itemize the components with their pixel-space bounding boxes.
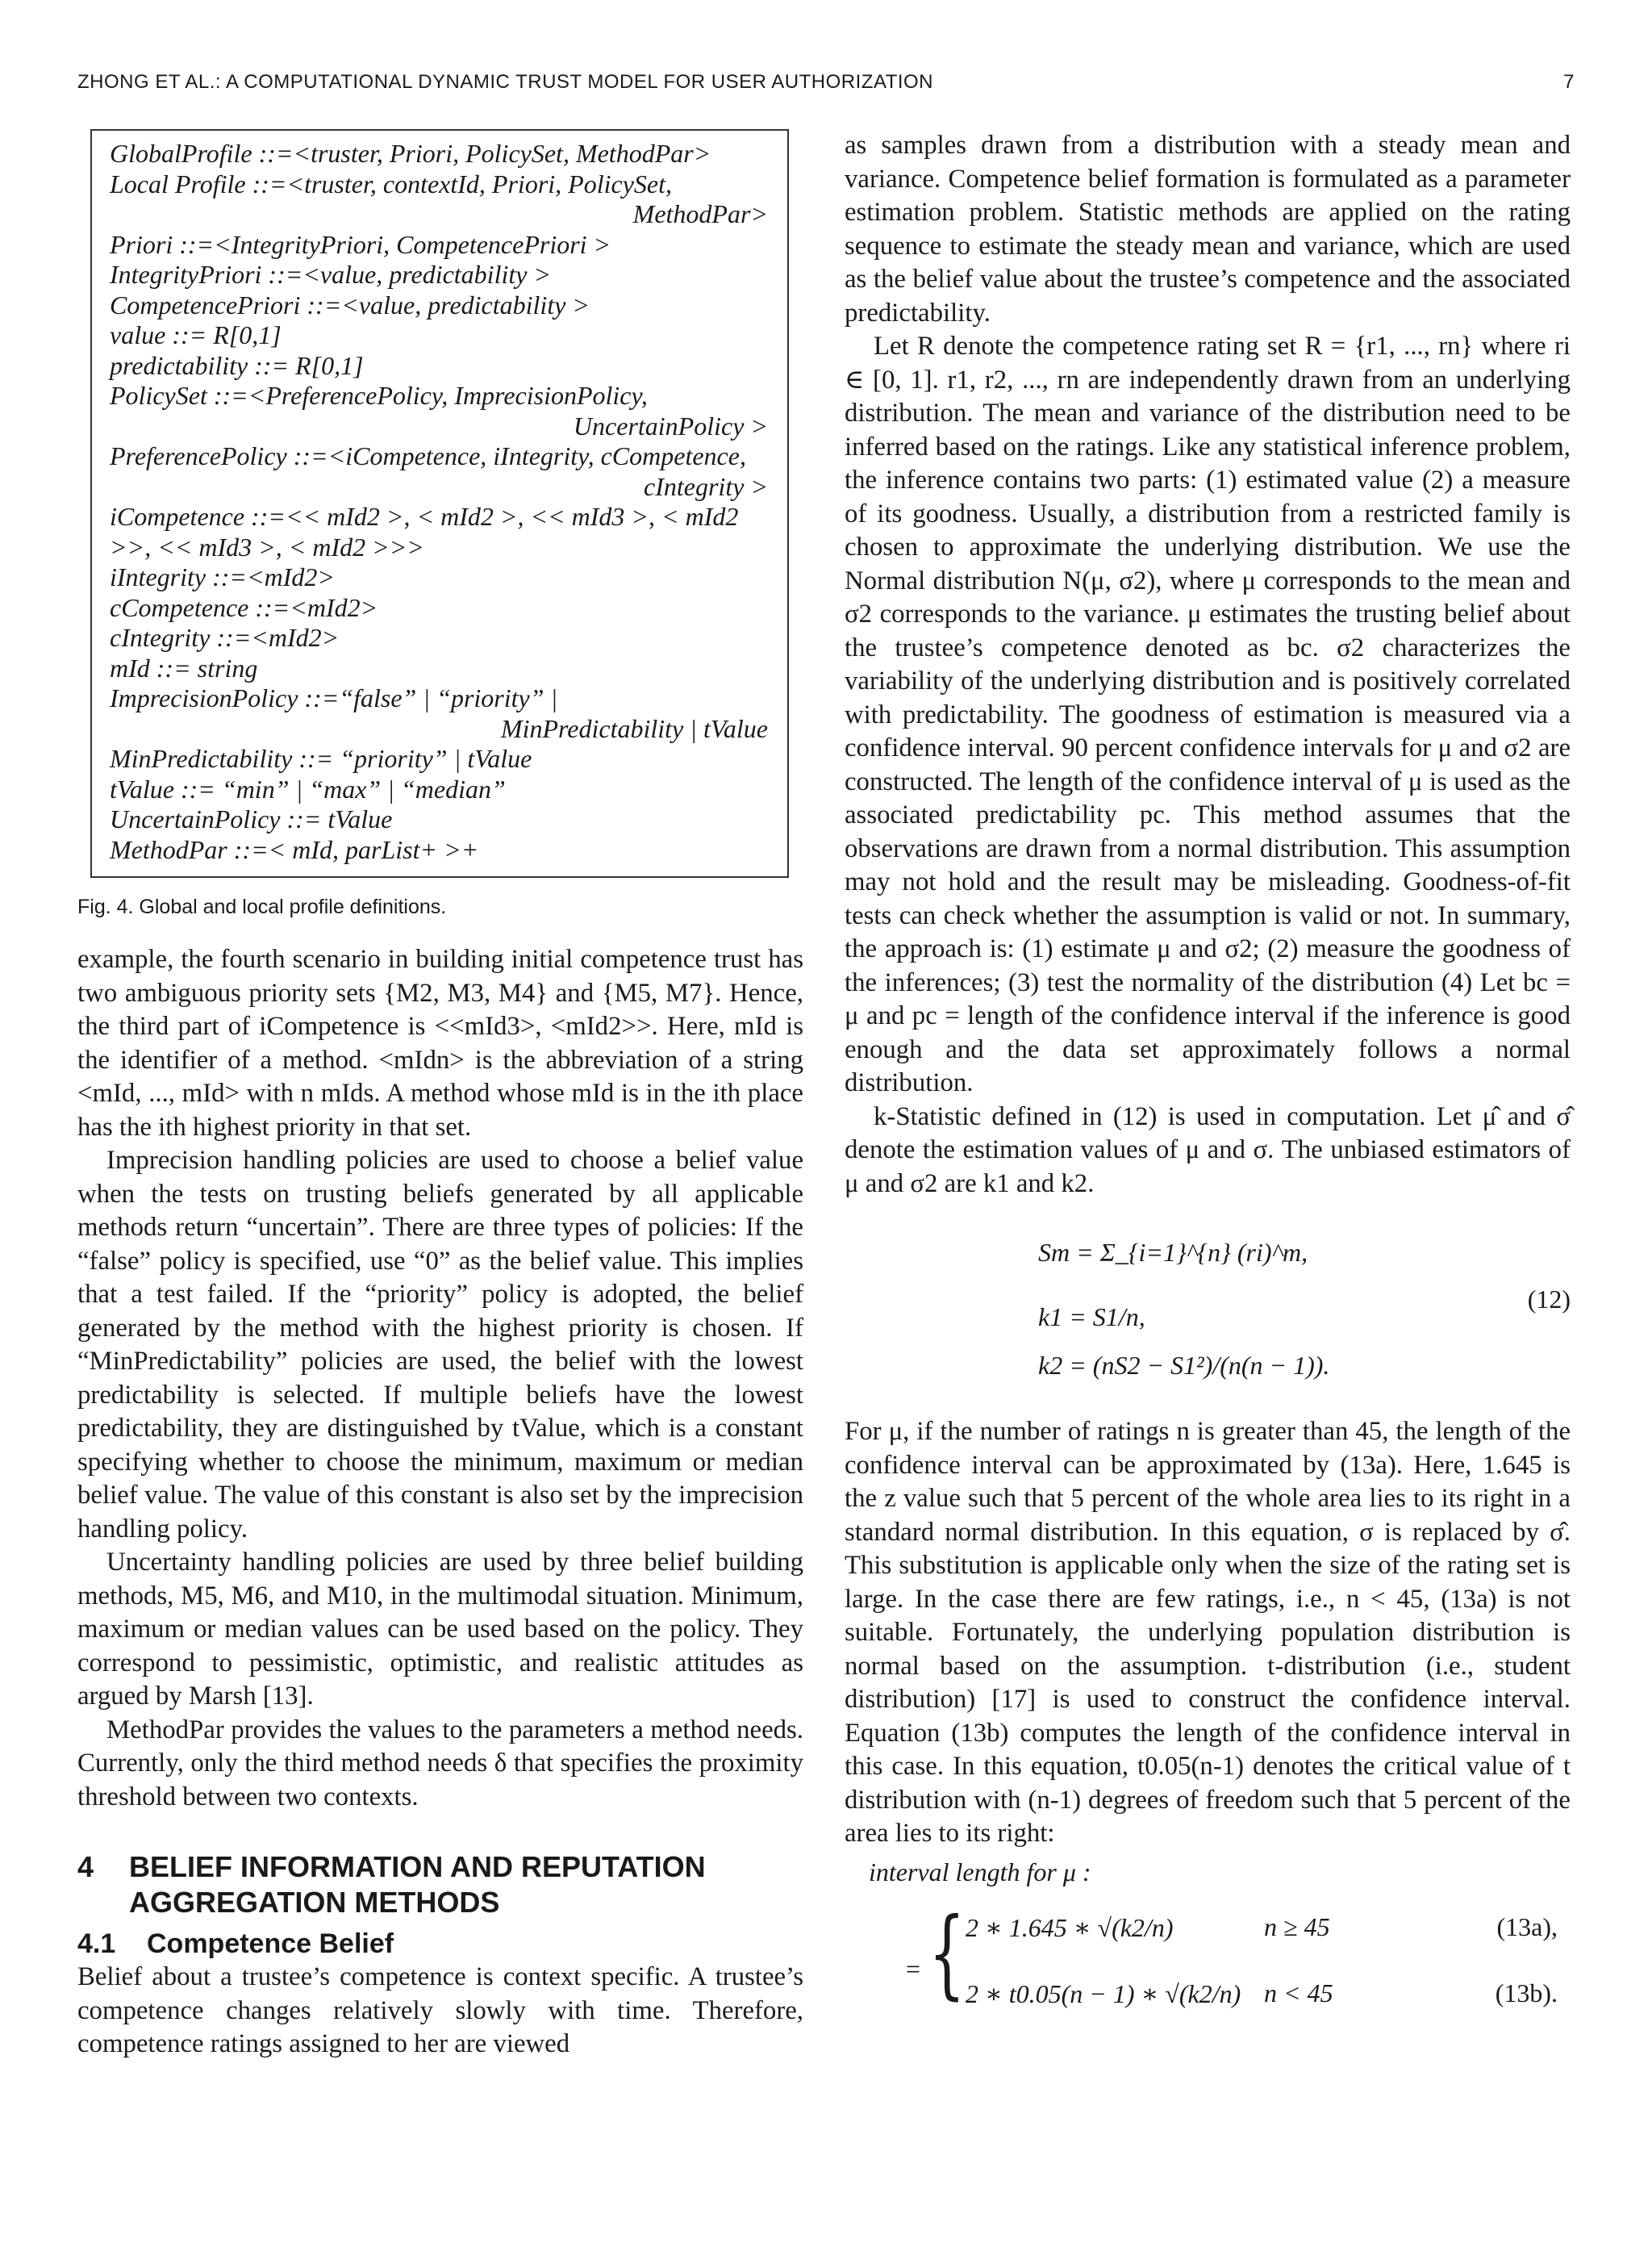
subsection-heading: [77, 1927, 803, 1961]
right-column: [845, 129, 1571, 2027]
equation-case: 2 ∗ 1.645 ∗ √(k2/n): [966, 1912, 1174, 1942]
grammar-line: tValue ::= “min” | “max” | “median”: [110, 774, 506, 804]
paragraph: as samples drawn from a distribution with a steady mean and variance. Competence belief formation is formulated as a parameter estimation problem. Statistic methods are applied on the rating sequence to estimate the steady mean and variance, which are used as the belief value about the trustee’s competence and the associated predictability.: [845, 131, 1571, 328]
grammar-line: iCompetence ::=<< mId2 >, < mId2 >, << mId3 >, < mId2: [110, 502, 739, 531]
equation-line: k2 = (nS2 − S1²)/(n(n − 1)).: [1038, 1351, 1330, 1380]
grammar-line: cCompetence ::=<mId2>: [110, 592, 378, 622]
equation-condition: n < 45: [1264, 1978, 1333, 2007]
equation-number: (13a),: [1496, 1911, 1558, 1941]
grammar-line: Priori ::=<IntegrityPriori, CompetencePriori >: [110, 229, 611, 259]
grammar-line: MethodPar ::=< mId, parList+ >+: [110, 834, 479, 864]
paragraph: Belief about a trustee’s competence is context specific. A trustee’s competence changes relatively slowly with time. Therefore, competence ratings assigned to her are viewed: [77, 1962, 803, 2058]
subsection-number: 4.1: [77, 1928, 116, 1959]
paragraph: example, the fourth scenario in building initial competence trust has two ambiguous priority sets {M2, M3, M4} and {M5, M7}. Hence, the third part of iCompetence is <<mId3>, <mId2>>. Here, mId is the identifier of a method. <mIdn> is the abbreviation of a string <mId, ..., mId> with n mIds. A method whose mId is in the ith place has the ith highest priority in that set.: [77, 945, 803, 1142]
equation-13: [845, 1857, 1571, 2027]
equation-12: [845, 1209, 1571, 1410]
equation-number: (12): [1527, 1285, 1571, 1314]
equation-number: (13b).: [1495, 1978, 1558, 2007]
grammar-line: PreferencePolicy ::=<iCompetence, iIntegrity, cCompetence,: [110, 441, 746, 470]
paragraph: For μ, if the number of ratings n is greater than 45, the length of the confidence interval can be approximated by (13a). Here, 1.645 is the z value such that 5 percent of the whole area lies to its right in a standard normal distribution. In this equation, σ is replaced by σ̂. This substitution is applicable only when the size of the rating set is large. In the case there are few ratings, i.e., n < 45, (13a) is not suitable. Fortunately, the underlying population distribution is normal based on the assumption. t-distribution (i.e., student distribution) [17] is used to construct the confidence interval. Equation (13b) computes the length of the confidence interval in this case. In this equation, t0.05(n-1) denotes the critical value of t distribution with (n-1) degrees of freedom such that 5 percent of the area lies to its right:: [845, 1417, 1571, 1848]
section-title-line: AGGREGATION METHODS: [129, 1886, 500, 1919]
equation-line: k1 = S1/n,: [1038, 1302, 1145, 1331]
equation-case: 2 ∗ t0.05(n − 1) ∗ √(k2/n): [966, 1978, 1241, 2008]
left-brace-icon: {: [928, 1897, 966, 2010]
profile-grammar-figure: [90, 129, 789, 878]
grammar-line: cIntegrity ::=<mId2>: [110, 623, 340, 652]
grammar-line: iIntegrity ::=<mId2>: [110, 562, 335, 591]
paragraph: MethodPar provides the values to the parameters a method needs. Currently, only the third method needs δ that specifies the proximity threshold between two contexts.: [77, 1715, 803, 1811]
subsection-title: Competence Belief: [147, 1928, 394, 1959]
figure-caption: Fig. 4. Global and local profile definitions.: [77, 896, 447, 918]
running-header: [77, 71, 1575, 103]
grammar-line: mId ::= string: [110, 653, 258, 683]
grammar-line: predictability ::= R[0,1]: [110, 350, 364, 380]
running-title: ZHONG ET AL.: A COMPUTATIONAL DYNAMIC TRUST MODEL FOR USER AUTHORIZATION: [77, 71, 934, 93]
paragraph: Imprecision handling policies are used to choose a belief value when the tests on trusting beliefs generated by all applicable methods return “uncertain”. There are three types of policies: If the “false” policy is specified, use “0” as the belief value. This implies that a test failed. If the “priority” policy is adopted, the belief generated by the method with the highest priority is chosen. If “MinPredictability” policies are used, the belief with the lowest predictability is selected. If multiple beliefs have the lowest predictability, they are distinguished by tValue, which is a constant specifying whether to choose the minimum, maximum or median belief value. The value of this constant is also set by the imprecision handling policy.: [77, 1146, 803, 1544]
grammar-line: UncertainPolicy ::= tValue: [110, 804, 393, 833]
grammar-line: UncertainPolicy >: [573, 411, 768, 441]
paragraph: k-Statistic defined in (12) is used in computation. Let μ̂ and σ̂ denote the estimation values of μ and σ. The unbiased estimators of μ and σ2 are k1 and k2.: [845, 1101, 1571, 1198]
section-title-line: BELIEF INFORMATION AND REPUTATION: [129, 1850, 706, 1883]
grammar-line: value ::= R[0,1]: [110, 320, 282, 349]
left-column: [77, 129, 803, 2062]
section-number: 4: [77, 1850, 94, 1883]
grammar-line: MinPredictability ::= “priority” | tValue: [110, 744, 532, 773]
page-number: 7: [1563, 71, 1575, 93]
paragraph: Uncertainty handling policies are used by three belief building methods, M5, M6, and M10, in the multimodal situation. Minimum, maximum or median values can be used based on the policy. They correspond to pessimistic, optimistic, and realistic attitudes as argued by Marsh [13].: [77, 1548, 803, 1711]
equals-sign: =: [906, 1953, 921, 1983]
grammar-line: ImprecisionPolicy ::=“false” | “priority” |: [110, 683, 558, 712]
grammar-line: MethodPar>: [632, 199, 768, 228]
grammar-line: GlobalProfile ::=<truster, Priori, PolicySet, MethodPar>: [110, 139, 711, 168]
paragraph: Let R denote the competence rating set R = {r1, ..., rn} where ri ∈ [0, 1]. r1, r2, ..., rn are independently drawn from an underlying distribution. The mean and variance of the distribution need to be inferred based on the ratings. Like any statistical inference problem, the inference contains two parts: (1) estimated value (2) a measure of its goodness. Usually, a distribution from a restricted family is chosen to approximate the underlying distribution. We use the Normal distribution N(μ, σ2), where μ corresponds to the mean and σ2 corresponds to the variance. μ estimates the trusting belief about the trustee’s competence denoted as bc. σ2 characterizes the variability of the underlying distribution and is positively correlated with predictability. The goodness of estimation is measured via a confidence interval. 90 percent confidence intervals for μ and σ2 are constructed. The length of the confidence interval of μ is used as the associated predictability pc. This method assumes that the observations are drawn from a normal distribution. This assumption may not hold and the result may be misleading. Goodness-of-fit tests can check whether the assumption is valid or not. In summary, the approach is: (1) estimate μ and σ2; (2) measure the goodness of the inferences; (3) test the normality of the distribution (4) Let bc = μ and pc = length of the confidence interval if the inference is good enough and the data set approximately follows a normal distribution.: [845, 332, 1571, 1097]
grammar-line: MinPredictability | tValue: [500, 713, 768, 743]
equation-line: Sm = Σ_{i=1}^{n} (ri)^m,: [1038, 1238, 1308, 1267]
section-heading: [77, 1849, 803, 1920]
grammar-line: cIntegrity >: [644, 471, 768, 501]
grammar-line: >>, << mId3 >, < mId2 >>>: [110, 532, 424, 562]
grammar-line: PolicySet ::=<PreferencePolicy, ImprecisionPolicy,: [110, 381, 648, 410]
grammar-line: CompetencePriori ::=<value, predictability >: [110, 290, 590, 320]
grammar-line: IntegrityPriori ::=<value, predictability >: [110, 260, 552, 289]
equation-condition: n ≥ 45: [1264, 1911, 1330, 1941]
grammar-line: Local Profile ::=<truster, contextId, Priori, PolicySet,: [110, 169, 672, 198]
equation-label: interval length for μ :: [869, 1857, 1091, 1886]
